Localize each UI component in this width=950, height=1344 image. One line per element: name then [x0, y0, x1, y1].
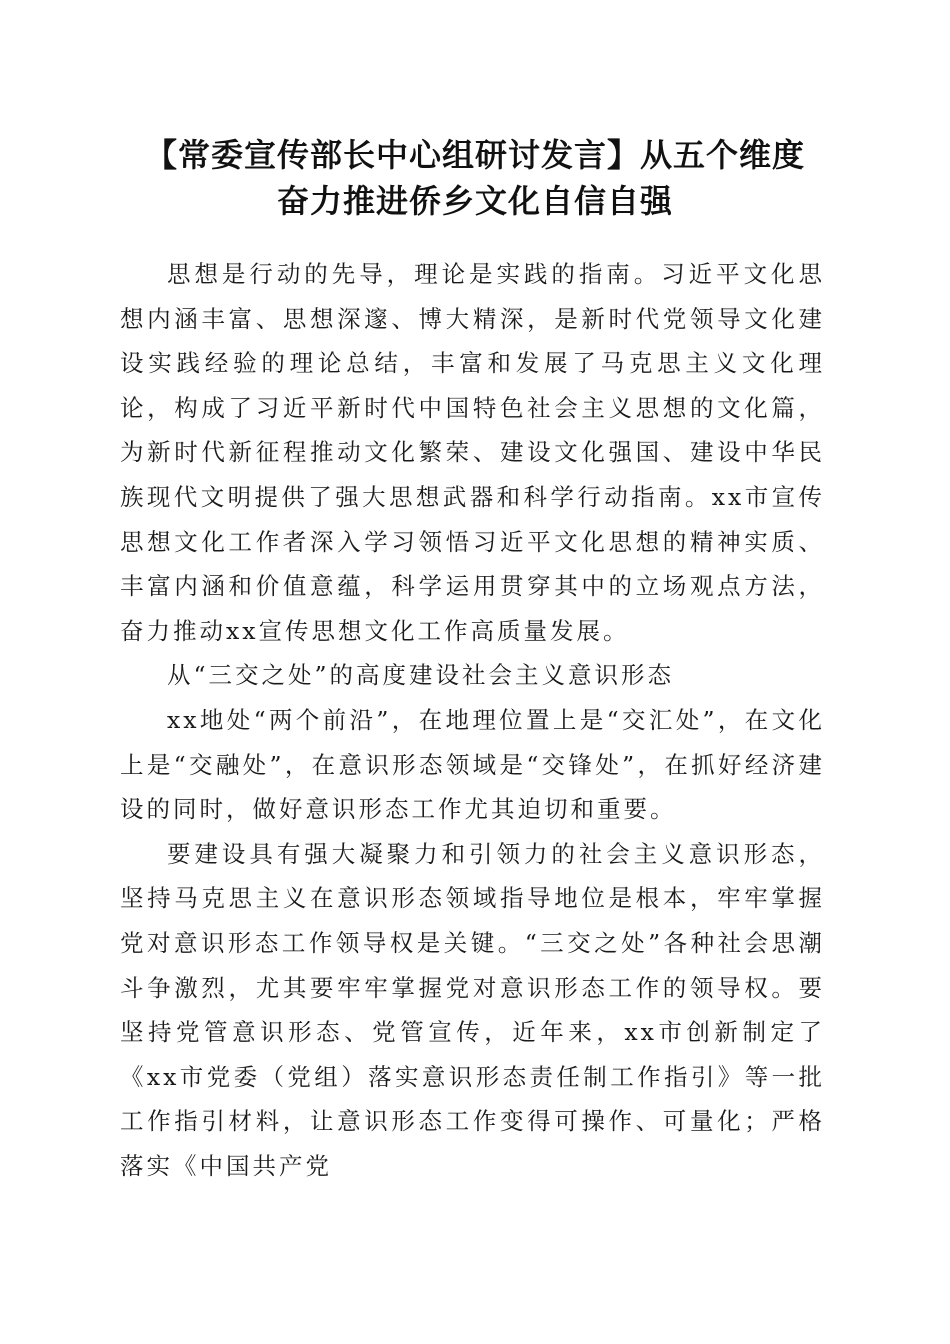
paragraph-ideology: 要建设具有强大凝聚力和引领力的社会主义意识形态，坚持马克思主义在意识形态领域指导地位是根本，牢牢掌握党对意识形态工作领导权是关键。“三交之处”各种社会思潮斗争激烈，尤其要牢牢掌握党对意识形态工作的领导权。要坚持党管意识形态、党管宣传，近年来，xx市创新制定了《xx市党委（党组）落实意识形态责任制工作指引》等一批工作指引材料，让意识形态工作变得可操作、可量化；严格落实《中国共产党	[120, 839, 825, 1180]
paragraph-location: xx地处“两个前沿”，在地理位置上是“交汇处”，在文化上是“交融处”，在意识形态领域是“交锋处”，在抓好经济建设的同时，做好意识形态工作尤其迫切和重要。	[120, 705, 825, 824]
section-heading: 从“三交之处”的高度建设社会主义意识形态	[167, 661, 675, 690]
title-line-2: 奋力推进侨乡文化自信自强	[276, 182, 673, 220]
document-title	[100, 132, 850, 224]
title-line-1: 【常委宣传部长中心组研讨发言】从五个维度	[144, 136, 805, 174]
paragraph-intro: 思想是行动的先导，理论是实践的指南。习近平文化思想内涵丰富、思想深邃、博大精深，是新时代党领导文化建设实践经验的理论总结，丰富和发展了马克思主义文化理论，构成了习近平新时代中国特色社会主义思想的文化篇，为新时代新征程推动文化繁荣、建设文化强国、建设中华民族现代文明提供了强大思想武器和科学行动指南。xx市宣传思想文化工作者深入学习领悟习近平文化思想的精神实质、丰富内涵和价值意蕴，科学运用贯穿其中的立场观点方法，奋力推动xx宣传思想文化工作高质量发展。	[120, 260, 825, 645]
document-body	[120, 252, 825, 1188]
